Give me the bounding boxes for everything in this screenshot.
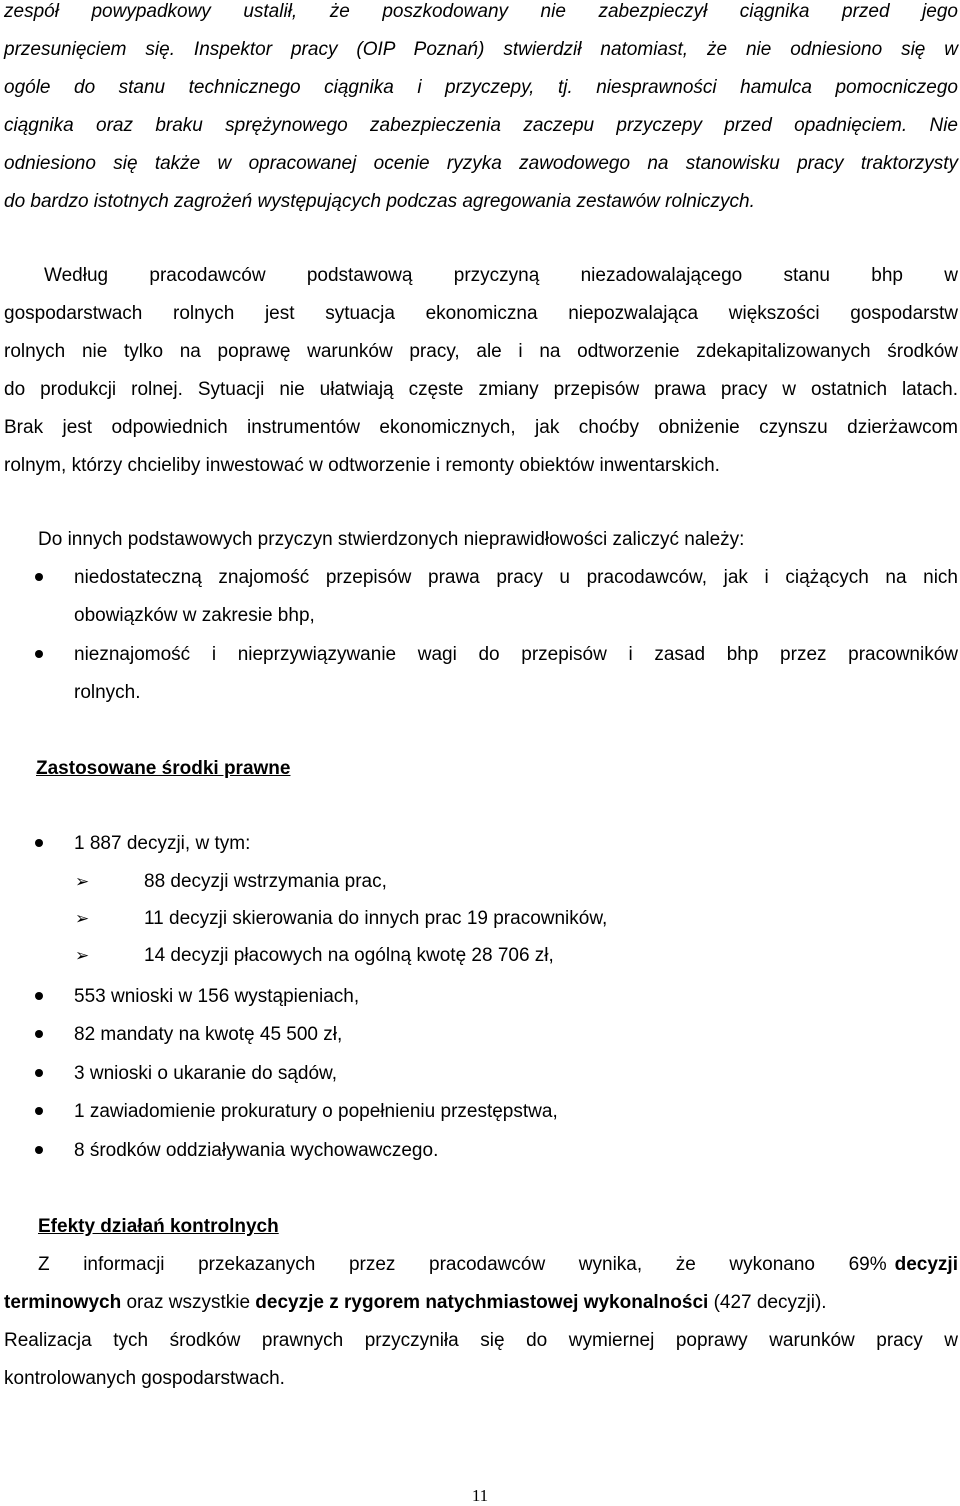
effects-terminowych: terminowych <box>4 1292 122 1313</box>
arrow-bullet-icon: ➢ <box>75 872 90 892</box>
effects-heading: Efekty działań kontrolnych <box>38 1216 279 1237</box>
paragraph-1-line-4: ciągnika oraz braku sprężynowego zabezpieczenia zaczepu przyczepy przed opadnięciem. Nie <box>4 115 958 136</box>
measures-heading: Zastosowane środki prawne <box>36 758 291 779</box>
cause-item-2-line-1: nieznajomość i nieprzywiązywanie wagi do przepisów i zasad bhp przez pracowników <box>74 644 958 665</box>
measures-item-5: 1 zawiadomienie prokuratury o popełnieniu przestępstwa, <box>74 1101 558 1122</box>
measures-subitem-1: 88 decyzji wstrzymania prac, <box>144 871 387 892</box>
measures-item-6: 8 środków oddziaływania wychowawczego. <box>74 1140 439 1161</box>
effects-line-1-text: Z informacji przekazanych przez pracodawców wynika, że wykonano 69% <box>38 1254 887 1275</box>
bullet-icon <box>35 1146 43 1154</box>
bullet-icon <box>35 573 43 581</box>
cause-item-1-line-2: obowiązków w zakresie bhp, <box>74 605 315 626</box>
paragraph-1-line-3: ogóle do stanu technicznego ciągnika i przyczepy, tj. niesprawności hamulca pomocniczego <box>4 77 958 98</box>
paragraph-1-line-2: przesunięciem się. Inspektor pracy (OIP Poznań) stwierdził natomiast, że nie odniesiono się w <box>4 39 958 60</box>
measures-item-4: 3 wnioski o ukaranie do sądów, <box>74 1063 337 1084</box>
effects-line-2-text-b: (427 decyzji). <box>708 1292 827 1313</box>
cause-item-2-line-2: rolnych. <box>74 682 141 703</box>
arrow-bullet-icon: ➢ <box>75 909 90 929</box>
effects-line-2-text-a: oraz wszystkie <box>121 1292 256 1313</box>
paragraph-2-line-1: Według pracodawców podstawową przyczyną niezadowalającego stanu bhp w <box>44 265 958 286</box>
bullet-icon <box>35 1030 43 1038</box>
arrow-bullet-icon: ➢ <box>75 946 90 966</box>
paragraph-2-line-6: rolnym, którzy chcieliby inwestować w odtworzenie i remonty obiektów inwentarskich. <box>4 455 720 476</box>
measures-item-2: 553 wnioski w 156 wystąpieniach, <box>74 986 360 1007</box>
paragraph-2-line-5: Brak jest odpowiednich instrumentów ekonomicznych, jak choćby obniżenie czynszu dzierżawcom <box>4 417 958 438</box>
measures-item-decisions: 1 887 decyzji, w tym: <box>74 833 251 854</box>
measures-subitem-2: 11 decyzji skierowania do innych prac 19 pracowników, <box>144 908 608 929</box>
effects-line-2 <box>4 1291 958 1315</box>
bullet-icon <box>35 1069 43 1077</box>
paragraph-1-line-6: do bardzo istotnych zagrożeń występujących podczas agregowania zestawów rolniczych. <box>4 191 755 212</box>
effects-rygor: decyzje z rygorem natychmiastowej wykonalności <box>255 1292 709 1313</box>
paragraph-1-line-1: zespół powypadkowy ustalił, że poszkodowany nie zabezpieczył ciągnika przed jego <box>4 1 958 22</box>
effects-line-4: kontrolowanych gospodarstwach. <box>4 1368 285 1389</box>
measures-subitem-3: 14 decyzji płacowych na ogólną kwotę 28 706 zł, <box>144 945 554 966</box>
bullet-icon <box>35 1107 43 1115</box>
bullet-icon <box>35 650 43 658</box>
bullet-icon <box>35 992 43 1000</box>
causes-intro: Do innych podstawowych przyczyn stwierdzonych nieprawidłowości zaliczyć należy: <box>38 529 745 550</box>
effects-line-3: Realizacja tych środków prawnych przyczyniła się do wymiernej poprawy warunków pracy w <box>4 1330 958 1351</box>
paragraph-1-line-5: odniesiono się także w opracowanej ocenie ryzyka zawodowego na stanowisku pracy traktorzysty <box>4 153 958 174</box>
effects-line-1 <box>38 1253 958 1277</box>
paragraph-2-line-3: rolnych nie tylko na poprawę warunków pracy, ale i na odtworzenie zdekapitalizowanych środków <box>4 341 958 362</box>
effects-line-1-bold: decyzji <box>894 1254 958 1275</box>
measures-item-3: 82 mandaty na kwotę 45 500 zł, <box>74 1024 343 1045</box>
page-number: 11 <box>471 1486 489 1505</box>
bullet-icon <box>35 839 43 847</box>
paragraph-2-line-2: gospodarstwach rolnych jest sytuacja ekonomiczna niepozwalająca większości gospodarstw <box>4 303 958 324</box>
cause-item-1-line-1: niedostateczną znajomość przepisów prawa pracy u pracodawców, jak i ciążących na nich <box>74 567 958 588</box>
paragraph-2-line-4: do produkcji rolnej. Sytuacji nie ułatwiają częste zmiany przepisów prawa pracy w ostatnich latach. <box>4 379 958 400</box>
